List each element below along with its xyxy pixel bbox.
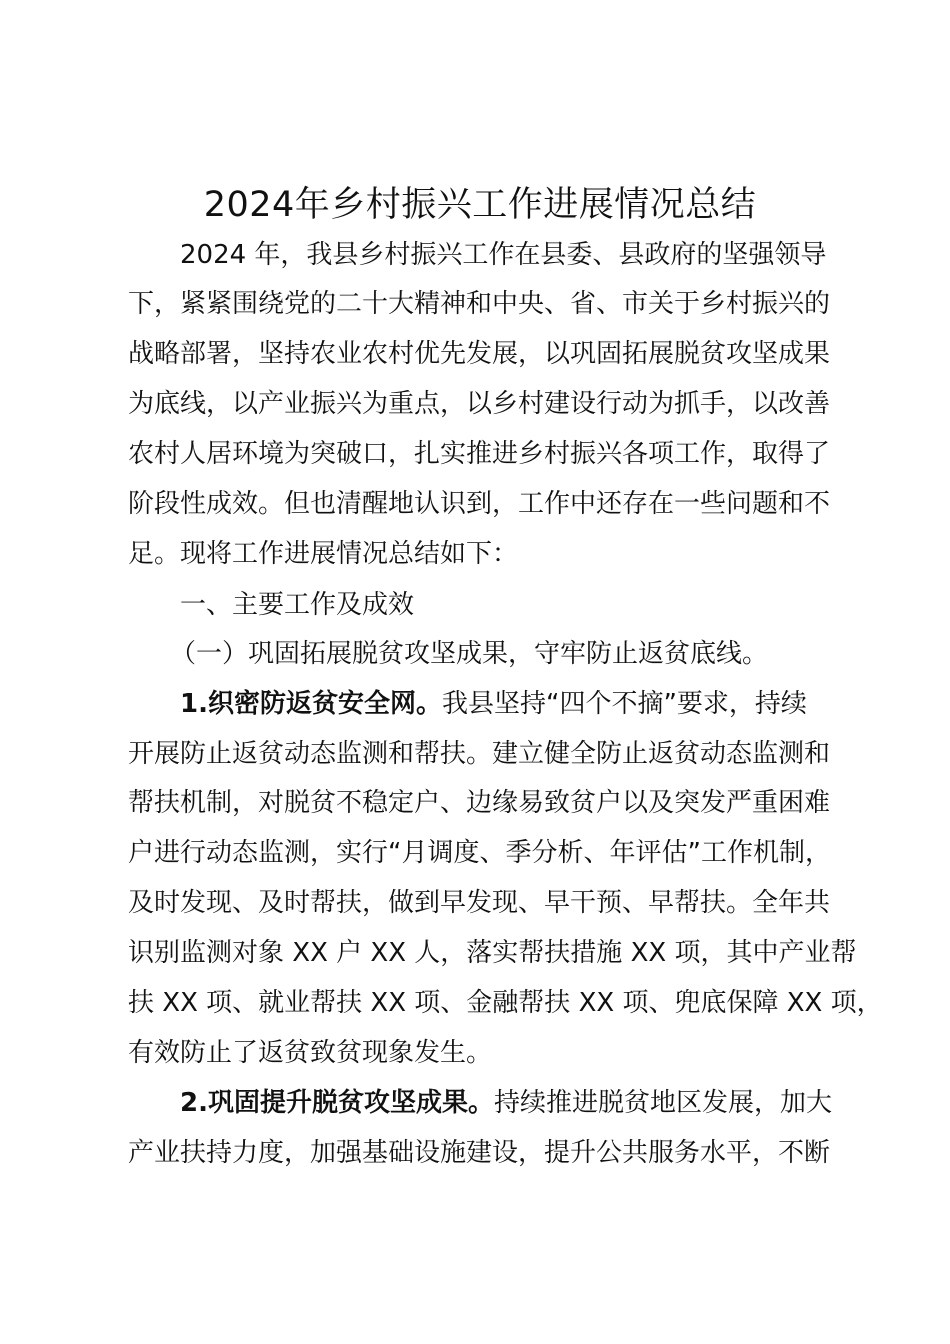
paragraph-line [128,287,950,321]
paragraph-line [128,786,950,820]
line-text: 识别监测对象 XX 户 XX 人，落实帮扶措施 XX 项，其中产业帮 [128,938,857,968]
paragraph-line [128,537,950,571]
line-text: 农村人居环境为突破口，扎实推进乡村振兴各项工作，取得了 [128,439,831,469]
line-text: 为底线，以产业振兴为重点，以乡村建设行动为抓手，以改善 [128,389,831,419]
paragraph-line [128,836,950,870]
line-text: 阶段性成效。但也清醒地认识到，工作中还存在一些问题和不 [128,489,831,519]
paragraph-line [128,936,950,970]
section-heading [180,588,950,622]
line-text: 战略部署，坚持农业农村优先发展，以巩固拓展脱贫攻坚成果 [128,339,831,369]
line-text: 帮扶机制，对脱贫不稳定户、边缘易致贫户以及突发严重困难 [128,788,831,818]
item-heading: 1.织密防返贫安全网。 [180,689,442,719]
line-text: 及时发现、及时帮扶，做到早发现、早干预、早帮扶。全年共 [128,888,831,918]
subsection-heading [170,637,950,671]
line-text: 持续推进脱贫地区发展，加大 [493,1088,832,1118]
paragraph-line [128,886,950,920]
line-text: 2024 年，我县乡村振兴工作在县委、县政府的坚强领导 [180,240,827,270]
paragraph-line [180,1086,950,1120]
paragraph-line [128,1136,950,1170]
line-text: 足。现将工作进展情况总结如下： [128,539,519,569]
document-title: 2024年乡村振兴工作进展情况总结 [203,185,757,225]
line-text: 开展防止返贫动态监测和帮扶。建立健全防止返贫动态监测和 [128,739,831,769]
paragraph-line [128,437,950,471]
heading-text: 一、主要工作及成效 [180,590,415,620]
paragraph-line [128,487,950,521]
line-text: 我县坚持“四个不摘”要求，持续 [441,689,807,719]
paragraph-line [180,238,950,272]
paragraph-line [128,986,950,1020]
item-heading: 2.巩固提升脱贫攻坚成果。 [180,1088,494,1118]
heading-text: （一）巩固拓展脱贫攻坚成果，守牢防止返贫底线。 [170,639,769,669]
paragraph-line [128,737,950,771]
line-text: 有效防止了返贫致贫现象发生。 [128,1038,493,1068]
line-text: 扶 XX 项、就业帮扶 XX 项、金融帮扶 XX 项、兜底保障 XX 项， [128,988,883,1018]
line-text: 户进行动态监测，实行“月调度、季分析、年评估”工作机制， [128,838,831,868]
paragraph-line [128,337,950,371]
paragraph-line [128,387,950,421]
line-text: 产业扶持力度，加强基础设施建设，提升公共服务水平，不断 [128,1138,831,1168]
paragraph-line [128,1036,950,1070]
line-text: 下，紧紧围绕党的二十大精神和中央、省、市关于乡村振兴的 [128,289,831,319]
paragraph-line [180,687,950,721]
